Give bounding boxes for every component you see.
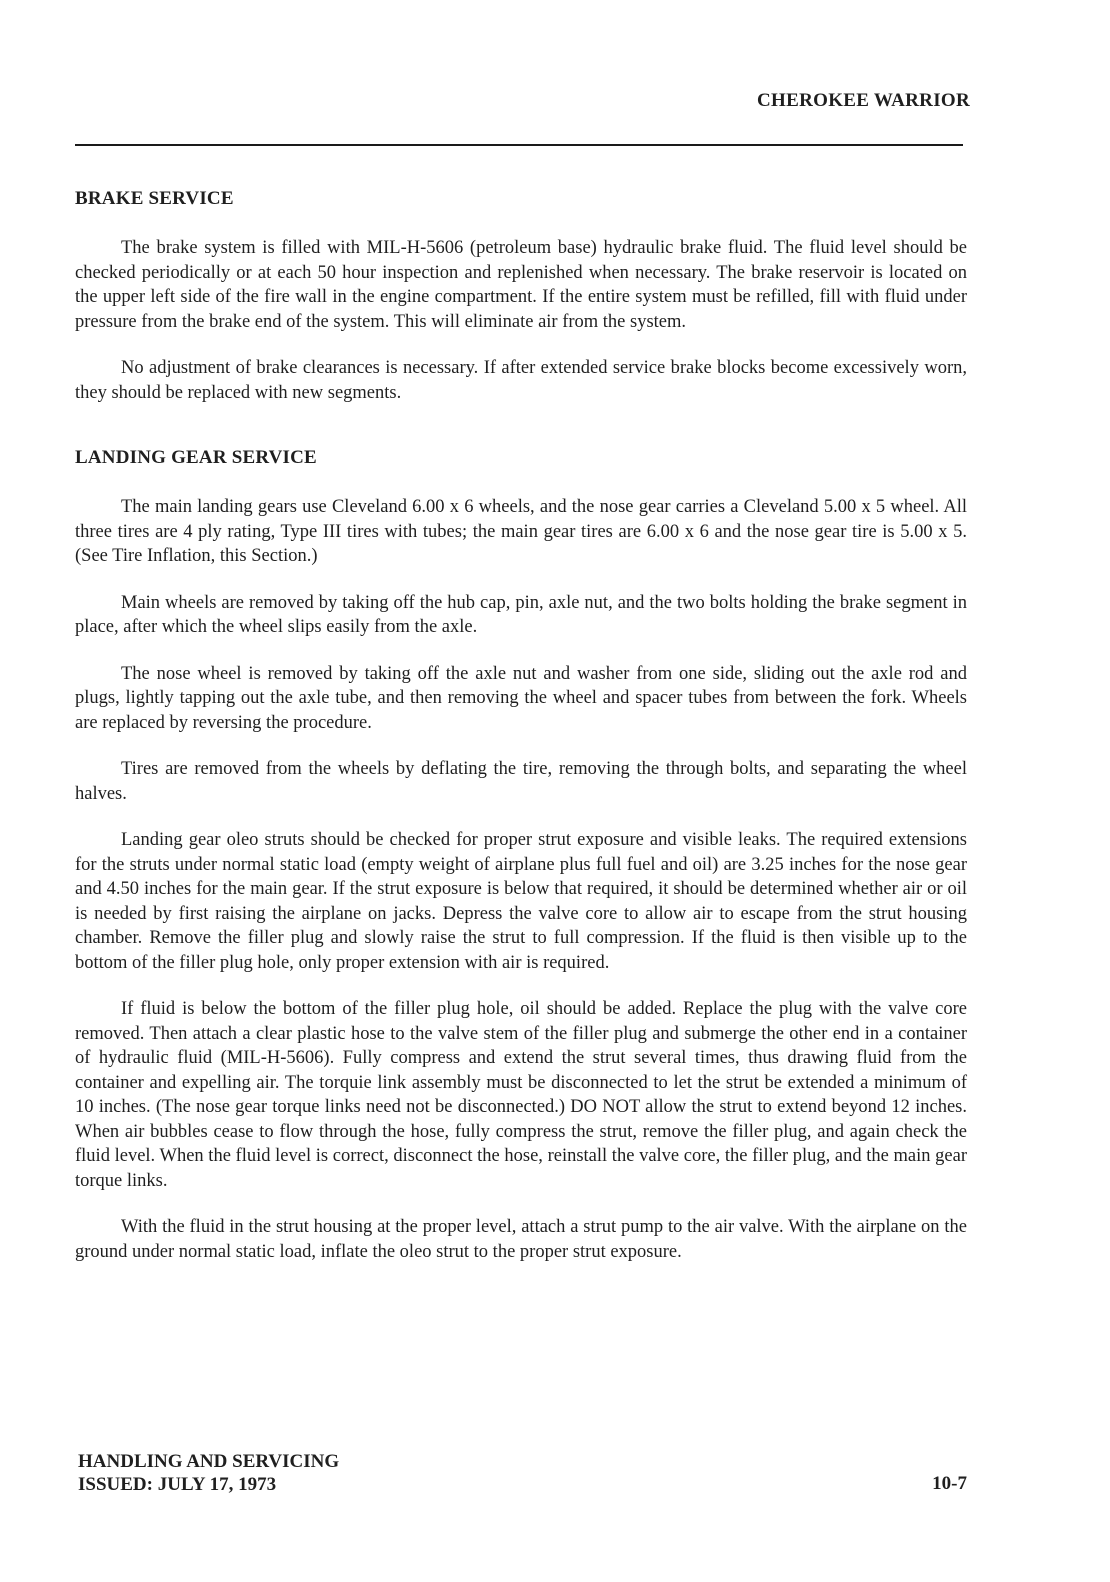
header-divider <box>75 144 963 146</box>
paragraph: If fluid is below the bottom of the filler plug hole, oil should be added. Replace the plug with the valve core removed. Then attach a clear plastic hose to the valve stem of the filler plug and submerge the other end in a container of hydraulic fluid (MIL-H-5606). Fully compress and extend the strut several times, thus drawing fluid from the container and expelling air. The torquie link assembly must be disconnected to let the strut be extended a minimum of 10 inches. (The nose gear torque links need not be disconnected.) DO NOT allow the strut to extend beyond 12 inches. When air bubbles cease to flow through the hose, fully compress the strut, remove the filler plug, and again check the fluid level. When the fluid level is correct, disconnect the hose, reinstall the valve core, the filler plug, and the main gear torque links. <box>75 999 967 1191</box>
footer-issued-date: ISSUED: JULY 17, 1973 <box>78 1474 277 1495</box>
paragraph: The main landing gears use Cleveland 6.00 x 6 wheels, and the nose gear carries a Cleveland 5.00 x 5 wheel. All three tires are 4 ply rating, Type III tires with tubes; the main gear tires are 6.00 x 6 and the nose gear tire is 5.00 x 5. (See Tire Inflation, this Section.) <box>75 497 967 566</box>
page-content <box>75 188 967 1286</box>
paragraph: No adjustment of brake clearances is necessary. If after extended service brake blocks become excessively worn, they should be replaced with new segments. <box>75 358 967 403</box>
section-landing-gear-service <box>75 447 967 1264</box>
page-header-title: CHEROKEE WARRIOR <box>757 90 970 111</box>
paragraph: Landing gear oleo struts should be checked for proper strut exposure and visible leaks. The required extensions for the struts under normal static load (empty weight of airplane plus full fuel and oil) are 3.25 inches for the nose gear and 4.50 inches for the main gear. If the strut exposure is below that required, it should be determined whether air or oil is needed by first raising the airplane on jacks. Depress the valve core to allow air to escape from the strut housing chamber. Remove the filler plug and slowly raise the strut to full compression. If the fluid is then visible up to the bottom of the filler plug hole, only proper extension with air is required. <box>75 830 967 973</box>
paragraph: The nose wheel is removed by taking off the axle nut and washer from one side, sliding out the axle rod and plugs, lightly tapping out the axle tube, and then removing the wheel and spacer tubes from between the fork. Wheels are replaced by reversing the procedure. <box>75 663 967 733</box>
section-heading: BRAKE SERVICE <box>75 188 234 209</box>
section-heading: LANDING GEAR SERVICE <box>75 447 317 468</box>
footer-section-name: HANDLING AND SERVICING <box>78 1451 340 1472</box>
paragraph: With the fluid in the strut housing at the proper level, attach a strut pump to the air valve. With the airplane on the ground under normal static load, inflate the oleo strut to the proper strut exposure. <box>75 1217 967 1262</box>
page-number: 10-7 <box>932 1473 967 1494</box>
paragraph: Tires are removed from the wheels by deflating the tire, removing the through bolts, and separating the wheel halves. <box>75 759 967 804</box>
paragraph: Main wheels are removed by taking off the hub cap, pin, axle nut, and the two bolts holding the brake segment in place, after which the wheel slips easily from the axle. <box>75 592 967 637</box>
paragraph: The brake system is filled with MIL-H-5606 (petroleum base) hydraulic brake fluid. The fluid level should be checked periodically or at each 50 hour inspection and replenished when necessary. The brake reservoir is located on the upper left side of the fire wall in the engine compartment. If the entire system must be refilled, fill with fluid under pressure from the brake end of the system. This will eliminate air from the system. <box>75 238 967 332</box>
page-footer <box>78 1450 339 1496</box>
section-brake-service <box>75 188 967 405</box>
